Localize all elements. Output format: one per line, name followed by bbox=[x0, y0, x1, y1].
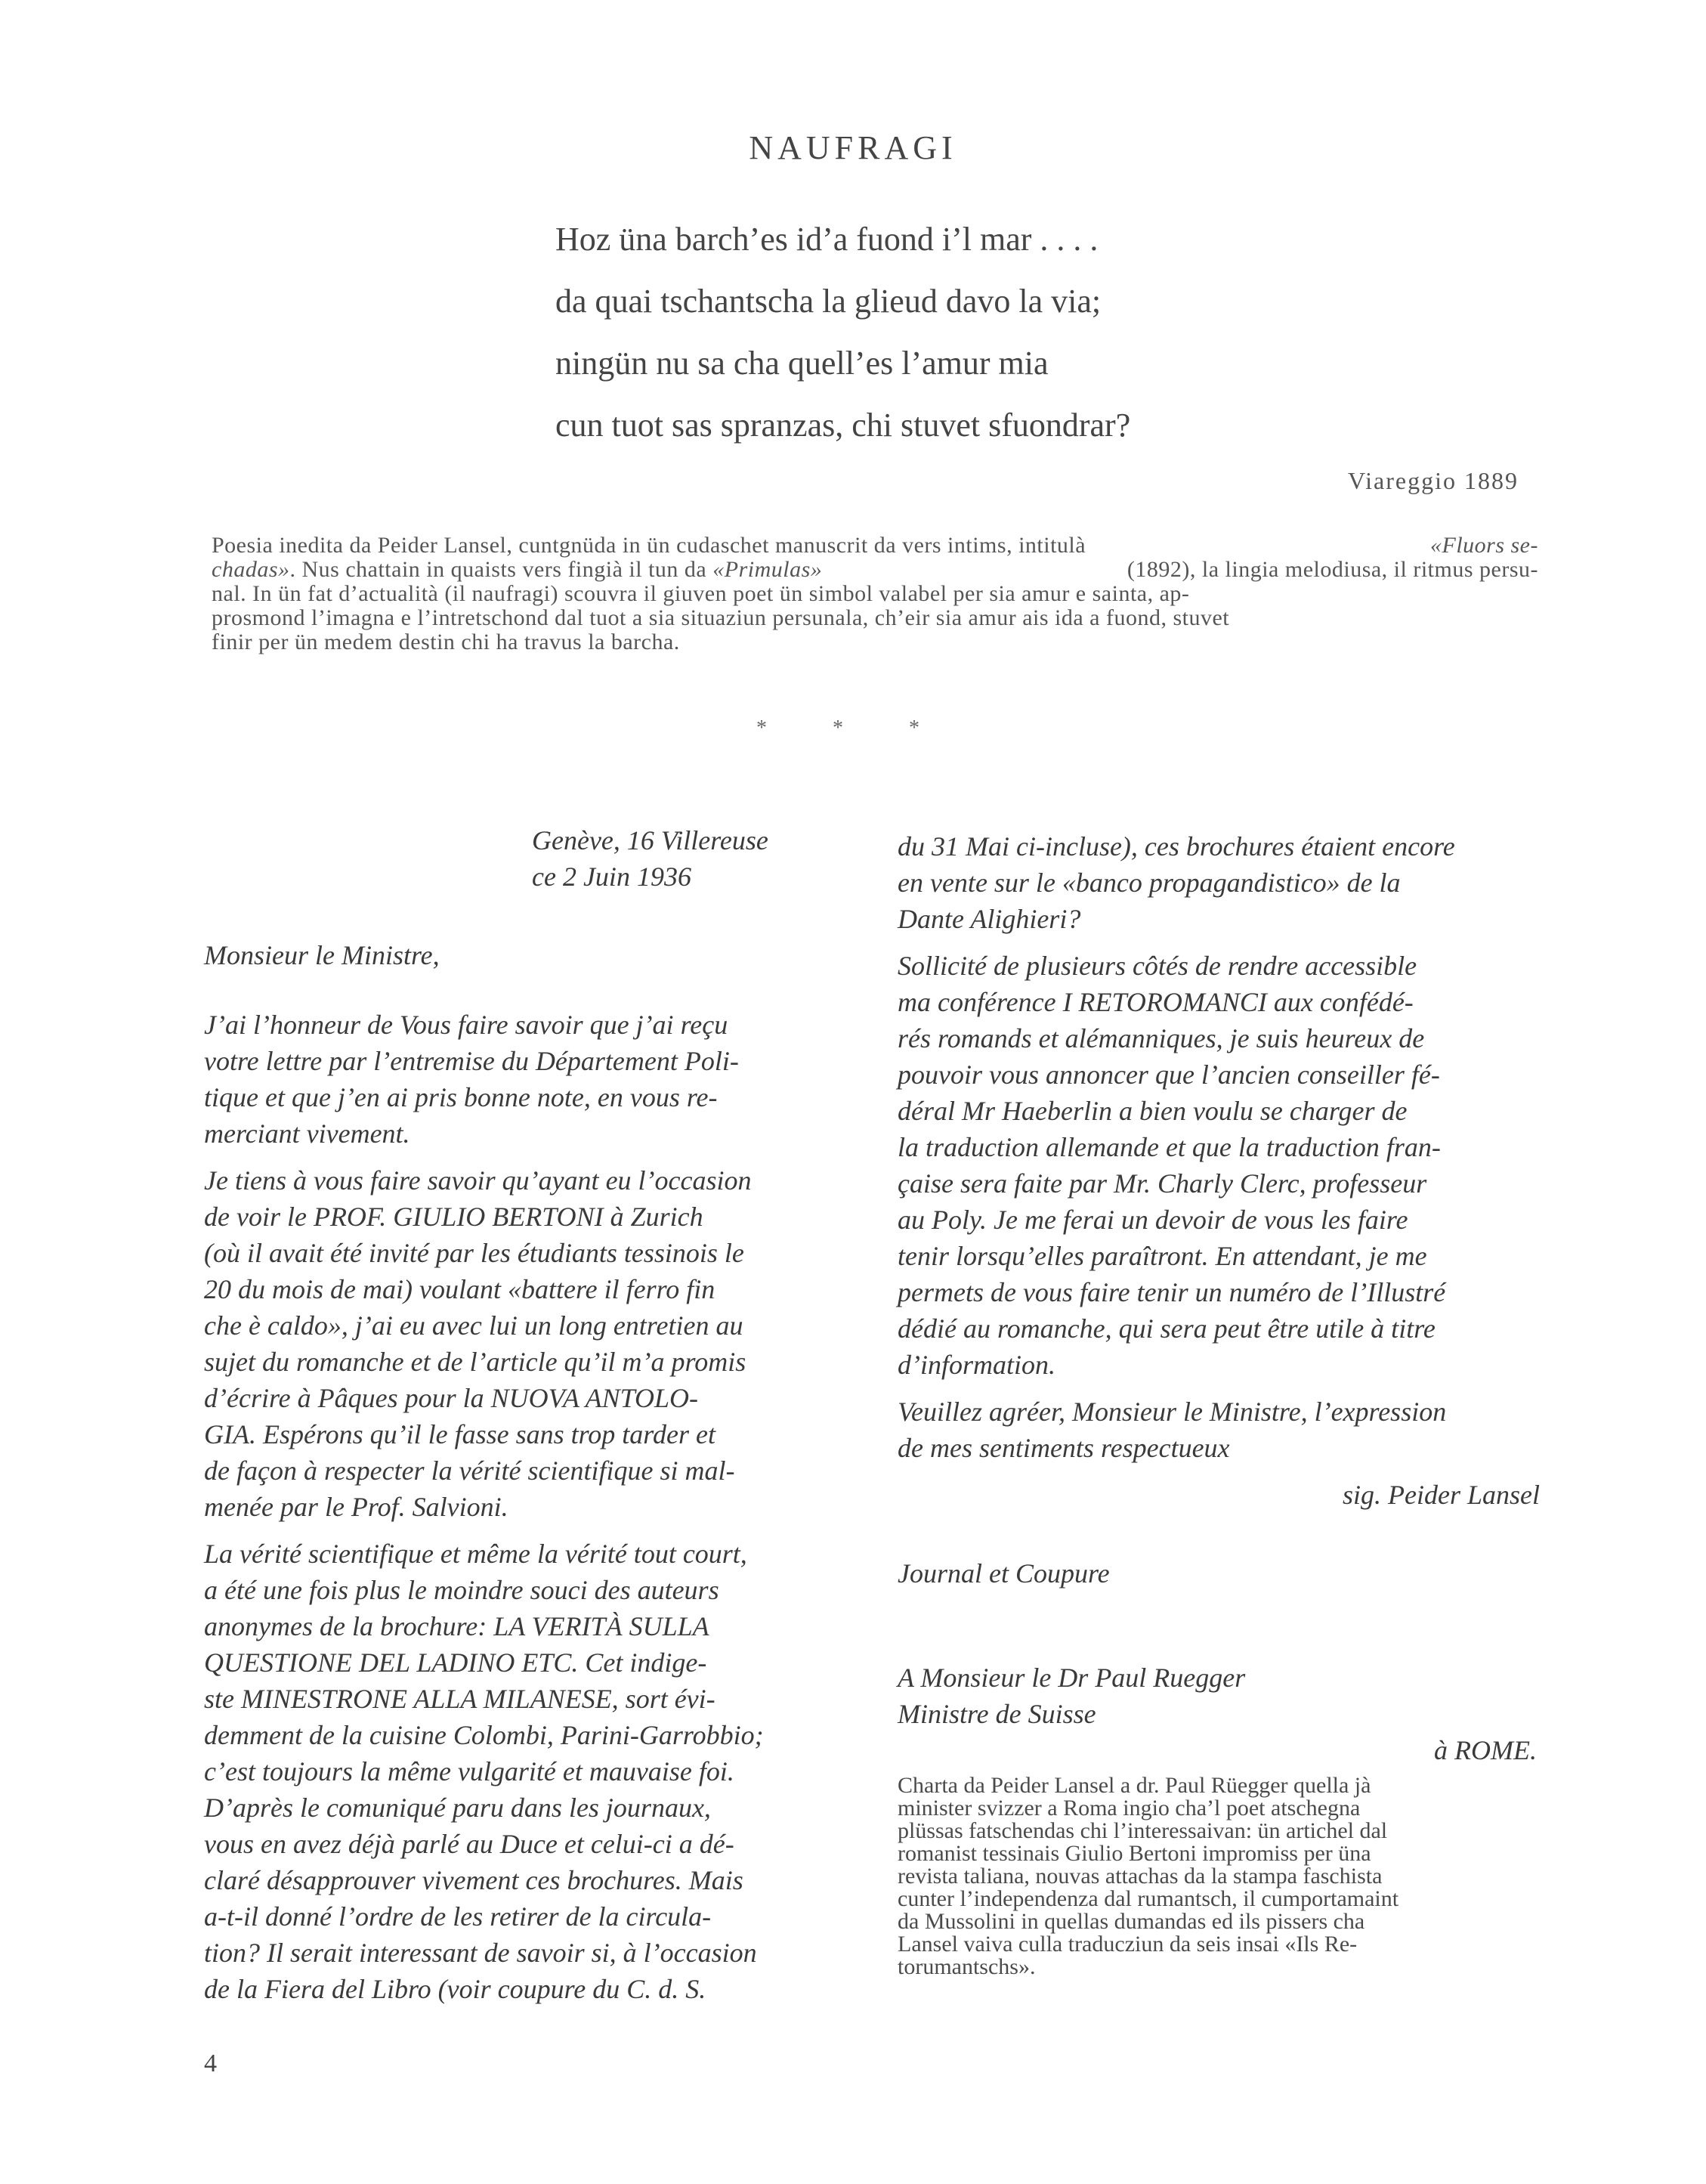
letter-line: de mes sentiments respectueux bbox=[898, 1433, 1230, 1463]
letter-line: Veuillez agréer, Monsieur le Ministre, l’expression bbox=[898, 1397, 1447, 1427]
letter-line: de la Fiera del Libro (voir coupure du C. d. S. bbox=[204, 1974, 706, 2004]
commentary-line bbox=[212, 534, 1538, 558]
letter-line: c’est toujours la même vulgarité et mauvaise foi. bbox=[204, 1756, 734, 1786]
commentary-line: prosmond l’imagna e l’intretschond dal tuot a sia situaziun persunala, ch’eir sia amur ais ida a fuond, stuvet bbox=[212, 605, 1230, 630]
letter-line: votre lettre par l’entremise du Département Poli- bbox=[204, 1046, 739, 1076]
letter-paragraph bbox=[898, 948, 1540, 1383]
letter-line: dédié au romanche, qui sera peut être utile à titre bbox=[898, 1313, 1436, 1344]
poem-title: NAUFRAGI bbox=[749, 129, 957, 166]
letter-line: GIA. Espérons qu’il le fasse sans trop tarder et bbox=[204, 1419, 715, 1449]
letter-signature: sig. Peider Lansel bbox=[1343, 1480, 1540, 1510]
letter-line: a été une fois plus le moindre souci des auteurs bbox=[204, 1575, 719, 1605]
note-line: da Mussolini in quellas dumandas ed ils pissers cha bbox=[898, 1909, 1365, 1934]
note-line: plüssas fatschendas chi l’interessaivan: ün artichel dal bbox=[898, 1818, 1388, 1843]
letter-line: D’après le comuniqué paru dans les journaux, bbox=[204, 1793, 711, 1823]
poem-line: da quai tschantscha la glieud davo la via; bbox=[555, 283, 1102, 320]
note-line: romanist tessinais Giulio Bertoni impromiss per üna bbox=[898, 1841, 1371, 1866]
letter-line: ma conférence I RETOROMANCI aux confédé- bbox=[898, 987, 1414, 1017]
letter-line: J’ai l’honneur de Vous faire savoir que j’ai reçu bbox=[204, 1010, 728, 1040]
poem-line: ningün nu sa cha quell’es l’amur mia bbox=[555, 345, 1049, 382]
letter-paragraph bbox=[898, 828, 1540, 937]
letter-line: (où il avait été invité par les étudiants tessinois le bbox=[204, 1238, 744, 1268]
letter-line: tenir lorsqu’elles paraîtront. En attendant, je me bbox=[898, 1241, 1427, 1271]
note-line: revista taliana, nouvas attachas da la stampa faschista bbox=[898, 1864, 1383, 1889]
commentary-text: . Nus chattain in quaists vers fingià il tun da bbox=[289, 557, 713, 582]
poem-place-date: Viareggio 1889 bbox=[1347, 467, 1519, 494]
letter-line: ste MINESTRONE ALLA MILANESE, sort évi- bbox=[204, 1684, 715, 1714]
letter-line: anonymes de la brochure: LA VERITÀ SULLA bbox=[204, 1611, 709, 1641]
poem-commentary bbox=[212, 534, 1538, 654]
letter-line: la traduction allemande et que la traduction fran- bbox=[898, 1132, 1441, 1162]
letter-line: tion? Il serait interessant de savoir si, à l’occasion bbox=[204, 1938, 757, 1968]
letter-line: au Poly. Je me ferai un devoir de vous les faire bbox=[898, 1205, 1408, 1235]
address-line: A Monsieur le Dr Paul Ruegger bbox=[898, 1663, 1246, 1693]
commentary-line: nal. In ün fat d’actualità (il naufragi) scouvra il giuven poet ün simbol valabel per sia amur e sainta, ap- bbox=[212, 581, 1190, 606]
letter-line: d’écrire à Pâques pour la NUOVA ANTOLO- bbox=[204, 1383, 698, 1413]
letter-address bbox=[898, 1660, 1540, 1768]
letter-line: du 31 Mai ci-incluse), ces brochures étaient encore bbox=[898, 831, 1455, 862]
section-separator: * * * bbox=[756, 716, 950, 740]
letter-line: rés romands et alémanniques, je suis heureux de bbox=[898, 1023, 1425, 1053]
letter-line: de voir le PROF. GIULIO BERTONI à Zurich bbox=[204, 1202, 703, 1232]
letter-line: pouvoir vous annoncer que l’ancien conseiller fé- bbox=[898, 1060, 1440, 1090]
commentary-line bbox=[212, 558, 1538, 582]
letter-line: de façon à respecter la vérité scientifique si mal- bbox=[204, 1455, 735, 1486]
commentary-title-ref: «Fluors se- bbox=[1430, 533, 1538, 558]
letter-line: Je tiens à vous faire savoir qu’ayant eu l’occasion bbox=[204, 1165, 752, 1196]
letter-left-column bbox=[204, 822, 846, 2018]
letter-line: çaise sera faite par Mr. Charly Clerc, professeur bbox=[898, 1168, 1427, 1199]
letter-line: vous en avez déjà parlé au Duce et celui-ci a dé- bbox=[204, 1829, 734, 1859]
commentary-title-ref: «Primulas» bbox=[712, 557, 823, 582]
editorial-note bbox=[898, 1774, 1540, 1978]
letter-line: permets de vous faire tenir un numéro de l’Illustré bbox=[898, 1277, 1446, 1307]
commentary-title-ref: chadas» bbox=[212, 557, 290, 582]
commentary-line: finir per ün medem destin chi ha travus la barcha. bbox=[212, 630, 680, 654]
poem-line: Hoz üna barch’es id’a fuond i’l mar . . . . bbox=[555, 221, 1099, 258]
letter-enclosure: Journal et Coupure bbox=[898, 1558, 1110, 1589]
letter-line: menée par le Prof. Salvioni. bbox=[204, 1492, 508, 1522]
letter-line: d’information. bbox=[898, 1350, 1056, 1380]
letter-line: QUESTIONE DEL LADINO ETC. Cet indige- bbox=[204, 1647, 707, 1678]
letter-right-column bbox=[898, 828, 1540, 1768]
letter-line: 20 du mois de mai) voulant «battere il ferro fin bbox=[204, 1274, 715, 1304]
letter-line: merciant vivement. bbox=[204, 1118, 410, 1149]
letter-salutation: Monsieur le Ministre, bbox=[204, 940, 440, 970]
address-line: Ministre de Suisse bbox=[898, 1699, 1096, 1729]
letter-date-line: Genève, 16 Villereuse bbox=[532, 825, 768, 855]
commentary-text: (1892), la lingia melodiusa, il ritmus persu- bbox=[1127, 557, 1538, 582]
poem-stanza bbox=[555, 209, 1538, 456]
letter-paragraph bbox=[204, 1162, 846, 1525]
address-city: à ROME. bbox=[1434, 1735, 1537, 1765]
letter-paragraph bbox=[898, 1394, 1540, 1466]
letter-line: en vente sur le «banco propagandistico» de la bbox=[898, 868, 1401, 898]
letter-line: demment de la cuisine Colombi, Parini-Garrobbio; bbox=[204, 1720, 764, 1750]
letter-date-line: ce 2 Juin 1936 bbox=[532, 862, 691, 892]
note-line: Lansel vaiva culla traducziun da seis insai «Ils Re- bbox=[898, 1932, 1358, 1957]
note-line: torumantschs». bbox=[898, 1954, 1036, 1979]
letter-line: sujet du romanche et de l’article qu’il m’a promis bbox=[204, 1347, 746, 1377]
commentary-text: Poesia inedita da Peider Lansel, cuntgnüda in ün cudaschet manuscrit da vers intims, intitulà bbox=[212, 533, 1086, 558]
letter-line: che è caldo», j’ai eu avec lui un long entretien au bbox=[204, 1310, 743, 1341]
poem-line: cun tuot sas spranzas, chi stuvet sfuondrar? bbox=[555, 407, 1131, 444]
note-line: cunter l’independenza dal rumantsch, il cumportamaint bbox=[898, 1886, 1399, 1911]
note-line: Charta da Peider Lansel a dr. Paul Rüegger quella jà bbox=[898, 1773, 1371, 1798]
letter-line: déral Mr Haeberlin a bien voulu se charger de bbox=[898, 1096, 1408, 1126]
letter-line: Sollicité de plusieurs côtés de rendre accessible bbox=[898, 951, 1417, 981]
letter-line: Dante Alighieri? bbox=[898, 904, 1081, 934]
letter-line: claré désapprouver vivement ces brochures. Mais bbox=[204, 1865, 743, 1895]
letter-date bbox=[532, 822, 846, 895]
letter-line: a-t-il donné l’ordre de les retirer de la circula- bbox=[204, 1901, 712, 1932]
letter-paragraph bbox=[204, 1007, 846, 1152]
letter-line: tique et que j’en ai pris bonne note, en vous re- bbox=[204, 1082, 718, 1112]
note-line: minister svizzer a Roma ingio cha’l poet atschegna bbox=[898, 1796, 1361, 1821]
letter-line: La vérité scientifique et même la vérité tout court, bbox=[204, 1539, 747, 1569]
letter-paragraph bbox=[204, 1536, 846, 2007]
page-number: 4 bbox=[204, 2049, 217, 2077]
